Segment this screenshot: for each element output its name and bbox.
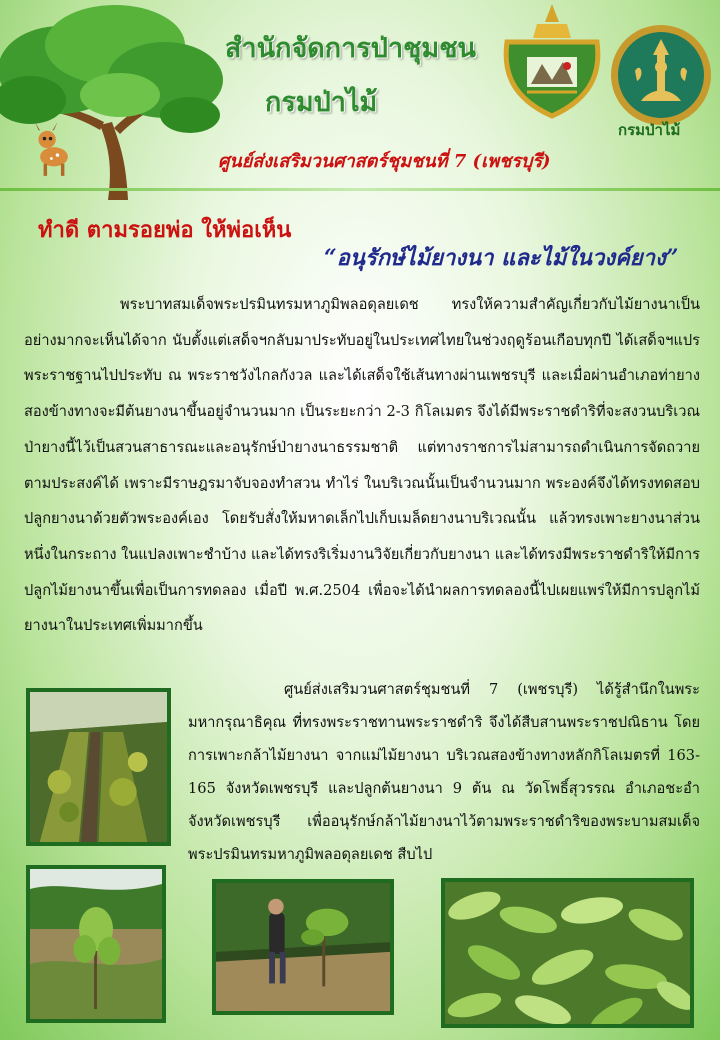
provincial-seal-icon bbox=[497, 2, 607, 120]
article-paragraph-2: ศูนย์ส่งเสริมวนศาสตร์ชุมชนที่ 7 (เพชรบุรี) ได้รู้สำนึกในพระมหากรุณาธิคุณ ที่ทรงพระราชทานพระราชดำริ จึงได้สืบสานพระราชปณิธาน โดยการเพาะกล้าไม้ยางนา จากแม่ไม้ยางนา บริเวณสองข้างทางหลักกิโลเมตรที่ 163-165 จังหวัดเพชรบุรี และปลูกต้นยางนา 9 ต้น ณ วัดโพธิ์สุวรรณ อำเภอชะอำ จังหวัดเพชรบุรี เพื่ออนุรักษ์กล้าไม้ยางนาไว้ตามพระราชดำริของพระบามสมเด็จพระปรมินทรมหาภูมิพลอดุลยเดช สืบไป bbox=[188, 681, 700, 863]
photo-seedling-nursery bbox=[26, 688, 171, 846]
header-subtitle: ศูนย์ส่งเสริมวนศาสตร์ชุมชนที่ 7 (เพชรบุรี) bbox=[218, 151, 551, 172]
header-divider bbox=[0, 188, 720, 191]
article-quote: “อนุรักษ์ไม้ยางนา และไม้ในวงค์ยาง” bbox=[324, 245, 679, 271]
photo-young-tree bbox=[26, 865, 166, 1023]
header-title-line1: สำนักจัดการป่าชุมชน bbox=[225, 33, 477, 64]
emblem-department-label: กรมป่าไม้ bbox=[618, 121, 681, 139]
article-headline: ทำดี ตามรอยพ่อ ให้พ่อเห็น bbox=[38, 217, 292, 243]
photo-seedling-leaves bbox=[441, 878, 694, 1028]
photo-planting-tree bbox=[212, 879, 394, 1015]
header-title-line2: กรมป่าไม้ bbox=[265, 87, 378, 118]
page-header bbox=[0, 0, 720, 195]
deer-icon bbox=[28, 118, 80, 180]
article-paragraph-1: พระบาทสมเด็จพระปรมินทรมหาภูมิพลอดุลยเดช ทรงให้ความสำคัญเกี่ยวกับไม้ยางนาเป็นอย่างมากจะเห็นได้จาก นับตั้งแต่เสด็จฯกลับมาประทับอยู่ในประเทศไทยในช่วงฤดูร้อนเกือบทุกปี ได้เสด็จฯแปรพระราชฐานไปประทับ ณ พระราชวังไกลกังวล และได้เสด็จใช้เส้นทางผ่านเพชรบุรี และเมื่อผ่านอำเภอท่ายาง สองข้างทางจะมีต้นยางนาขึ้นอยู่จำนวนมาก เป็นระยะกว่า 2-3 กิโลเมตร จึงได้มีพระราชดำริที่จะสงวนบริเวณป่ายางนี้ไว้เป็นสวนสาธารณะและอนุรักษ์ป่ายางนาธรรมชาติ แต่ทางราชการไม่สามารถดำเนินการจัดถวายตามประสงค์ได้ เพราะมีราษฎรมาจับจองทำสวน ทำไร่ ในบริเวณนั้นเป็นจำนวนมาก พระองค์จึงได้ทรงทดสอบปลูกยางนาด้วยตัวพระองค์เอง โดยรับสั่งให้มหาดเล็กไปเก็บเมล็ดยางนาบริเวณนั้น แล้วทรงเพาะยางนาส่วนหนึ่งในกระถาง ในแปลงเพาะชำบ้าง และได้ทรงริเริ่มงานวิจัยเกี่ยวกับยางนา และได้ทรงมีพระราชดำริให้มีการปลูกไม้ยางนาขึ้นเพื่อเป็นการทดลอง เมื่อปี พ.ศ.2504 เพื่อจะได้นำผลการทดลองนี้ไปเผยแพร่ให้มีการปลูกไม้ยางนาในประเทศเพิ่มมากขึ้น bbox=[24, 296, 700, 635]
